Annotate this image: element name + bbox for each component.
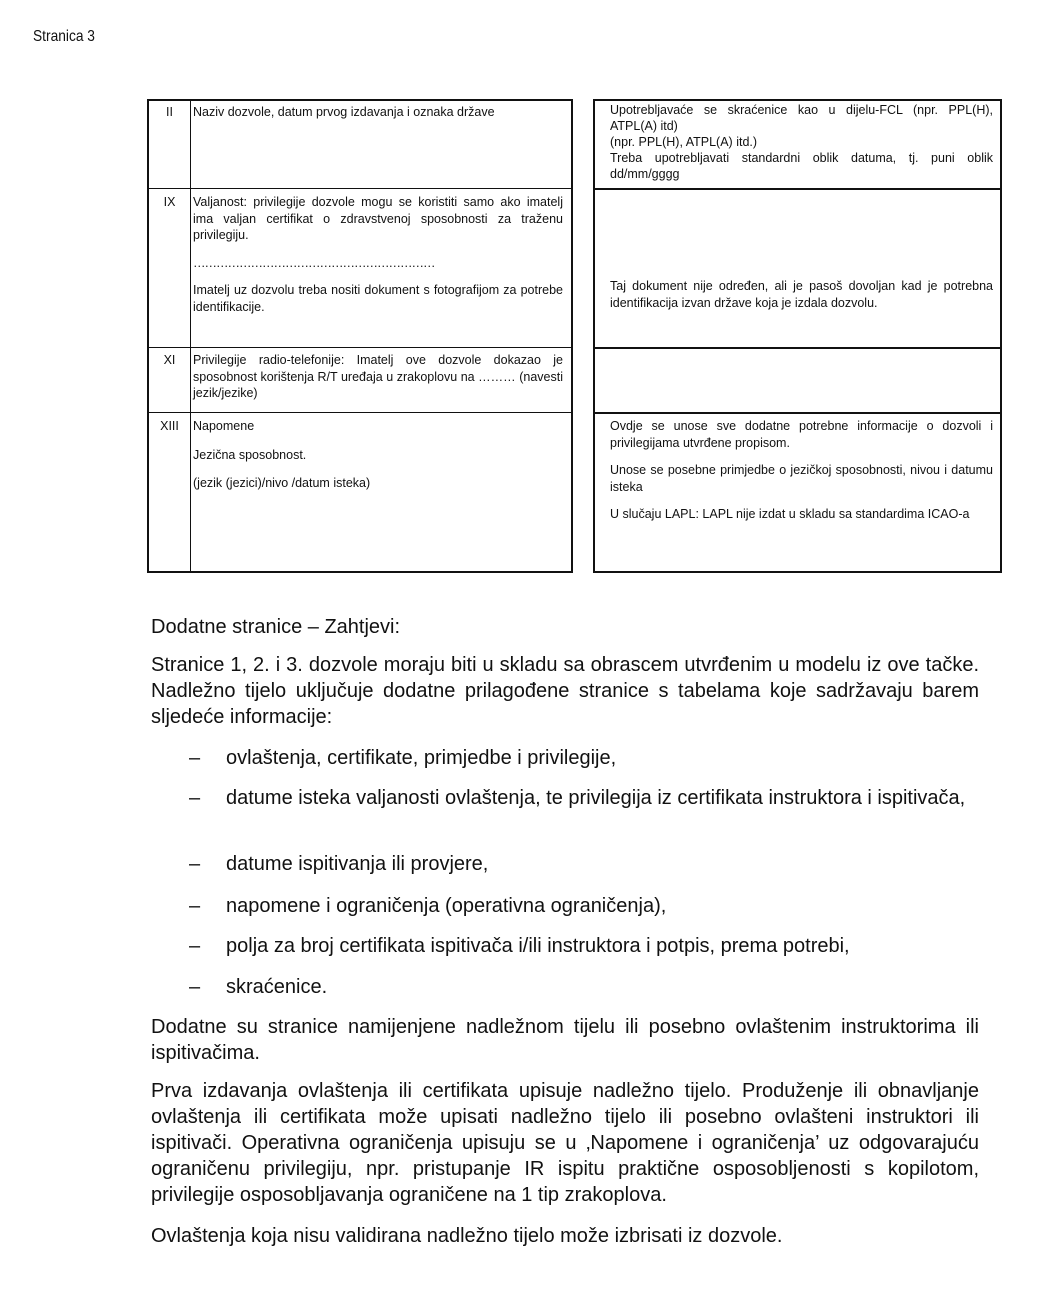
license-table bbox=[147, 99, 1002, 573]
table-cell-right: Ovdje se unose sve dodatne potrebne informacije o dozvoli i privilegijama utvrđene propisom. Unose se posebne primjedbe o jezičkoj sposobnosti, nivou i datumu isteka U slučaju LAPL: LAPL nije izdat u skladu sa standardima ICAO-a bbox=[610, 419, 993, 521]
row-number: IX bbox=[163, 195, 176, 209]
table-cell-left: Napomene Jezična sposobnost. (jezik (jezici)/nivo /datum isteka) bbox=[193, 419, 371, 490]
table-cell-left: Naziv dozvole, datum prvog izdavanja i oznaka države bbox=[193, 105, 495, 119]
list-dash: – bbox=[189, 895, 201, 917]
table-cell-right: Taj dokument nije određen, ali je pasoš dovoljan kad je potrebna identifikacija izvan države koja je izdala dozvolu. bbox=[610, 279, 993, 310]
row-number: XIII bbox=[160, 419, 179, 433]
table-cell-right: Upotrebljavaće se skraćenice kao u dijelu-FCL (npr. PPL(H), ATPL(A) itd) (npr. PPL(H), ATPL(A) itd.) Treba upotrebljavati standardni oblik datuma, tj. puni oblik dd/mm/gggg bbox=[610, 103, 993, 181]
page-label: Stranica 3 bbox=[33, 28, 95, 45]
paragraph-additional-pages: Dodatne su stranice namijenjene nadležnom tijelu ili posebno ovlaštenim instruktorima ili ispitivačima. bbox=[151, 1016, 979, 1064]
row-number: XI bbox=[163, 353, 176, 367]
list-dash: – bbox=[189, 976, 201, 998]
paragraph-first-issue: Prva izdavanja ovlaštenja ili certifikata upisuje nadležno tijelo. Produženje ili obnavljanje ovlaštenja ili certifikata može upisati nadležno tijelo ili posebno ovlašteni instruktori ili ispitivači. Operativna ograničenja upisuju se u ‚Napomene i ograničenja’ uz odgovarajuću ograničenu privilegiju, npr. pristupanje IR ispitu praktične osposobljenosti s kopilotom, privilegije osposobljavanja ograničene na 1 tip zrakoplova. bbox=[151, 1080, 979, 1206]
section-heading: Dodatne stranice – Zahtjevi: bbox=[151, 616, 401, 638]
list-dash: – bbox=[189, 787, 201, 809]
intro-paragraph: Stranice 1, 2. i 3. dozvole moraju biti u skladu sa obrascem utvrđenim u modelu iz ove tačke. Nadležno tijelo uključuje dodatne prilagođene stranice s tabelama koje sadržavaju barem sljedeće informacije: bbox=[151, 654, 979, 728]
table-cell-left: Privilegije radio-telefonije: Imatelj ove dozvole dokazao je sposobnost korištenja R/T uređaja u zrakoplovu na ……… (navesti jezik/jezike) bbox=[193, 353, 563, 400]
list-dash: – bbox=[189, 747, 201, 769]
table-cell-left: Valjanost: privilegije dozvole mogu se koristiti samo ako imatelj ima valjan certifikat o zdravstvenoj sposobnosti za traženu privilegiju. ……………………………………………………… Imatelj uz dozvolu treba nositi dokument s fotografijom za potrebe identifikacije. bbox=[193, 195, 563, 314]
list-dash: – bbox=[189, 853, 201, 875]
row-number: II bbox=[166, 105, 173, 119]
list-dash: – bbox=[189, 935, 201, 957]
paragraph-validation: Ovlaštenja koja nisu validirana nadležno tijelo može izbrisati iz dozvole. bbox=[151, 1225, 783, 1247]
